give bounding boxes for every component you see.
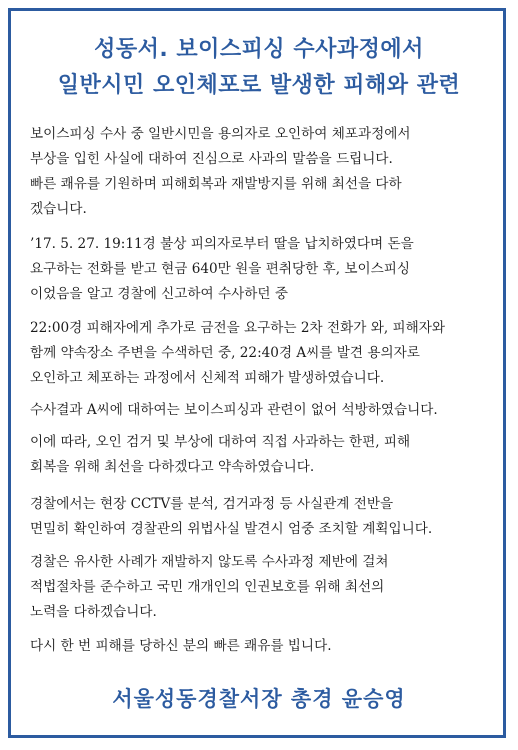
text-line: 이에 따라, 오인 검거 및 부상에 대하여 직접 사과하는 한편, 피해 [30, 434, 411, 450]
text-line: 노력을 다하겠습니다. [30, 604, 157, 620]
paragraph-apology [30, 122, 488, 222]
paragraph-incident [30, 232, 488, 307]
paragraph-arrest [30, 316, 488, 391]
text-line: 회복을 위해 최선을 다하겠다고 약속하였습니다. [30, 459, 315, 475]
signature: 서울성동경찰서장 총경 윤승영 [112, 687, 406, 711]
text-line: 겠습니다. [30, 201, 87, 217]
paragraph-promise [30, 430, 488, 480]
text-line: 빠른 쾌유를 기원하며 피해회복과 재발방지를 위해 최선을 다하 [30, 176, 402, 192]
title-line-2: 일반시민 오인체포로 발생한 피해와 관련 [57, 73, 461, 98]
text-line: 이었음을 알고 경찰에 신고하여 수사하던 중 [30, 286, 288, 302]
text-line: 요구하는 전화를 받고 현금 640만 원을 편취당한 후, 보이스피싱 [30, 261, 410, 277]
paragraph-investigation [30, 492, 488, 542]
paragraph-closing [30, 634, 488, 659]
paragraph-release [30, 398, 488, 423]
text-line: 수사결과 A씨에 대하여는 보이스피싱과 관련이 없어 석방하였습니다. [30, 402, 438, 418]
title-line-1: 성동서. 보이스피싱 수사과정에서 [94, 37, 424, 62]
text-line: 경찰에서는 현장 CCTV를 분석, 검거과정 등 사실관계 전반을 [30, 496, 394, 512]
text-line: 적법절차를 준수하고 국민 개개인의 인권보호를 위해 최선의 [30, 579, 385, 595]
text-line: 보이스피싱 수사 중 일반시민을 용의자로 오인하여 체포과정에서 [30, 126, 411, 142]
text-line: ’17. 5. 27. 19:11경 불상 피의자로부터 딸을 납치하였다며 돈을 [30, 236, 414, 252]
paragraph-prevention [30, 550, 488, 625]
text-line: 오인하고 체포하는 과정에서 신체적 피해가 발생하였습니다. [30, 370, 385, 386]
text-line: 경찰은 유사한 사례가 재발하지 않도록 수사과정 제반에 걸쳐 [30, 554, 389, 570]
text-line: 부상을 입힌 사실에 대하여 진심으로 사과의 말씀을 드립니다. [30, 151, 393, 167]
text-line: 다시 한 번 피해를 당하신 분의 빠른 쾌유를 빕니다. [30, 638, 332, 654]
text-line: 면밀히 확인하여 경찰관의 위법사실 발견시 엄중 조치할 계획입니다. [30, 521, 433, 537]
text-line: 22:00경 피해자에게 추가로 금전을 요구하는 2차 전화가 와, 피해자와 [30, 320, 446, 336]
text-line: 함께 약속장소 주변을 수색하던 중, 22:40경 A씨를 발견 용의자로 [30, 345, 420, 361]
